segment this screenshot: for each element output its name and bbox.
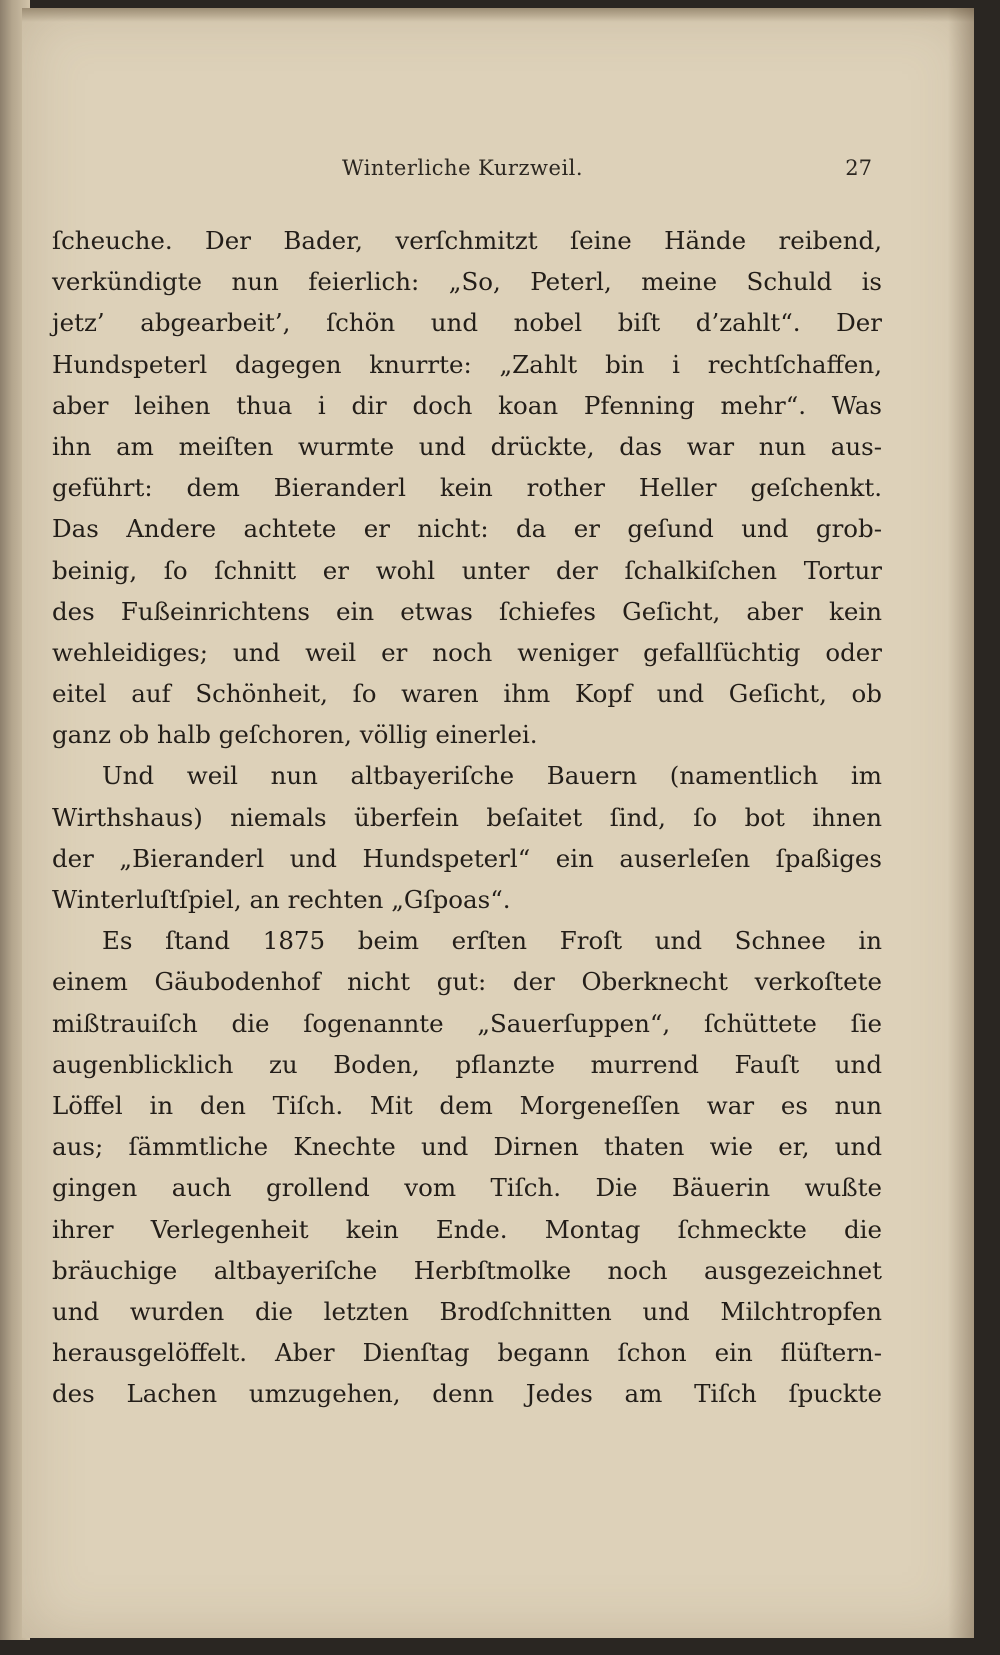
body-text xyxy=(52,220,882,1414)
text-line: jetz’ abgearbeit’, ſchön und nobel biſt d’zahlt“. Der xyxy=(52,308,882,338)
text-line: ihrer Verlegenheit kein Ende. Montag ſchmeckte die xyxy=(52,1214,882,1244)
text-line: Wirthshaus) niemals überfein beſaitet ſind, ſo bot ihnen xyxy=(52,802,882,832)
text-line: gingen auch grollend vom Tiſch. Die Bäuerin wußte xyxy=(52,1173,882,1203)
text-line: der „Bieranderl und Hundspeterl“ ein auserleſen ſpaßiges xyxy=(52,843,882,873)
text-line: Löffel in den Tiſch. Mit dem Morgeneſſen war es nun xyxy=(52,1090,882,1120)
text-line: Das Andere achtete er nicht: da er geſund und grob- xyxy=(52,514,882,544)
page-number: 27 xyxy=(845,156,872,180)
page-top-shadow xyxy=(22,8,974,22)
paragraph-start-line: Und weil nun altbayeriſche Bauern (namentlich im xyxy=(102,761,882,791)
text-line: herausgelöffelt. Aber Dienſtag begann ſchon ein flüſtern- xyxy=(52,1338,882,1368)
paragraph-end-line: ganz ob halb geſchoren, völlig einerlei. xyxy=(52,720,538,750)
text-line: des Lachen umzugehen, denn Jedes am Tiſch ſpuckte xyxy=(52,1379,882,1409)
text-line: aber leihen thua i dir doch koan Pfenning mehr“. Was xyxy=(52,390,882,420)
running-header xyxy=(52,156,872,190)
text-line: verkündigte nun feierlich: „So, Peterl, meine Schuld is xyxy=(52,267,882,297)
text-line: aus; ſämmtliche Knechte und Dirnen thaten wie er, und xyxy=(52,1132,882,1162)
text-line: beinig, ſo ſchnitt er wohl unter der ſchalkiſchen Tortur xyxy=(52,555,882,585)
text-line: geführt: dem Bieranderl kein rother Heller geſchenkt. xyxy=(52,473,882,503)
text-line: einem Gäubodenhof nicht gut: der Oberknecht verkoſtete xyxy=(52,967,882,997)
text-line: ihn am meiſten wurmte und drückte, das war nun aus- xyxy=(52,431,882,461)
text-line: und wurden die letzten Brodſchnitten und Milchtropfen xyxy=(52,1296,882,1326)
running-title: Winterliche Kurzweil. xyxy=(342,156,584,180)
paragraph-start-line: Es ſtand 1875 beim erſten Froſt und Schnee in xyxy=(102,926,882,956)
text-line: des Fußeinrichtens ein etwas ſchiefes Geſicht, aber kein xyxy=(52,596,882,626)
text-line: augenblicklich zu Boden, pflanzte murrend Fauſt und xyxy=(52,1049,882,1079)
text-line: Hundspeterl dagegen knurrte: „Zahlt bin i rechtſchaffen, xyxy=(52,349,882,379)
page-right-edge-shadow xyxy=(948,8,974,1638)
paragraph-end-line: Winterluſtſpiel, an rechten „Gſpoas“. xyxy=(52,885,511,914)
text-line: ſcheuche. Der Bader, verſchmitzt ſeine Hände reibend, xyxy=(52,226,882,255)
text-line: mißtrauiſch die ſogenannte „Sauerſuppen“, ſchüttete ſie xyxy=(52,1008,882,1038)
text-line: wehleidiges; und weil er noch weniger gefallſüchtig oder xyxy=(52,637,882,667)
text-line: bräuchige altbayeriſche Herbſtmolke noch ausgezeichnet xyxy=(52,1255,882,1285)
text-line: eitel auf Schönheit, ſo waren ihm Kopf und Geſicht, ob xyxy=(52,679,882,709)
book-page xyxy=(22,8,974,1638)
